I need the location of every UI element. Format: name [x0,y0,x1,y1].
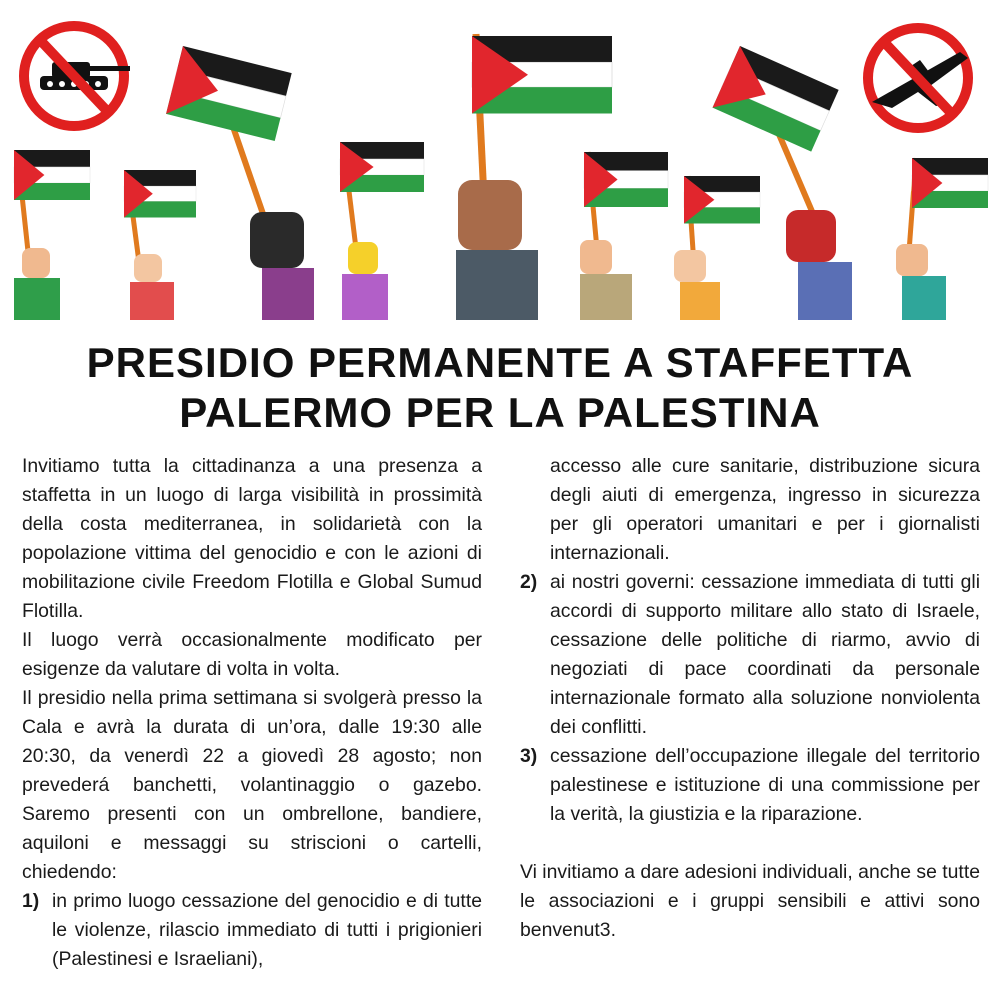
flag-hand-4 [340,142,424,320]
demand-item-3 [520,742,980,829]
schedule-paragraph: Il presidio nella prima settimana si svolgerà presso la Cala e avrà la durata di un’ora, dalle 19:30 alle 20:30, da venerdì 22 a giovedì 28 agosto; non prevederá banchetti, volantinaggio o gazebo. Saremo presenti con un ombrellone, bandiere, aquiloni e messaggi su striscioni o cartelli, chiedendo: [22,687,482,883]
page-title-line-1: PRESIDIO PERMANENTE A STAFFETTA [86,339,914,386]
page-title-line-2: PALERMO PER LA PALESTINA [179,389,821,436]
demand-text-1: in primo luogo cessazione del genocidio e di tutte le violenze, rilascio immediato di tutti i prigionieri (Palestinesi e Israeliani), [52,890,482,970]
flag-hand-1 [14,150,90,320]
flag-hand-2 [124,170,196,320]
demand-number-2: 2) [520,571,538,593]
demand-text-3: cessazione dell’occupazione illegale del territorio palestinese e istituzione di una commissione per la verità, la giustizia e la riparazione. [550,745,980,825]
demand-number-1: 1) [22,890,40,912]
no-warplane-icon [868,28,968,128]
location-paragraph: Il luogo verrà occasionalmente modificato per esigenze da valutare di volta in volta. [22,629,482,680]
banner-illustration [0,0,1000,320]
intro-paragraph: Invitiamo tutta la cittadinanza a una presenza a staffetta in un luogo di larga visibilità in prossimità della costa mediterranea, in solidarietà con la popolazione vittima del genocidio e con le azioni di mobilitazione civile Freedom Flotilla e Global Sumud Flotilla. [22,455,482,622]
right-column [520,452,980,945]
demand-text-2: ai nostri governi: cessazione immediata di tutti gli accordi di supporto militare allo stato di Israele, cessazione delle politiche di riarmo, avvio di negoziati di pace coordinati da personale internazionale formato alla soluzione nonviolenta dei conflitti. [550,571,980,738]
flag-hand-6 [580,152,668,320]
no-tank-icon [24,26,130,126]
demand-item-1 [22,887,482,974]
demand-item-1-continued [520,452,980,568]
closing-paragraph: Vi invitiamo a dare adesioni individuali, anche se tutte le associazioni e i gruppi sensibili e attivi sono benvenut3. [520,861,980,941]
left-column [22,452,482,974]
flag-hand-7 [674,176,760,320]
demand-item-2 [520,568,980,742]
flag-hand-9 [896,158,988,320]
demand-text-1-continued: accesso alle cure sanitarie, distribuzione sicura degli aiuti di emergenza, ingresso in sicurezza per gli operatori umanitari e per i giornalisti internazionali. [550,455,980,564]
demand-number-3: 3) [520,745,538,767]
